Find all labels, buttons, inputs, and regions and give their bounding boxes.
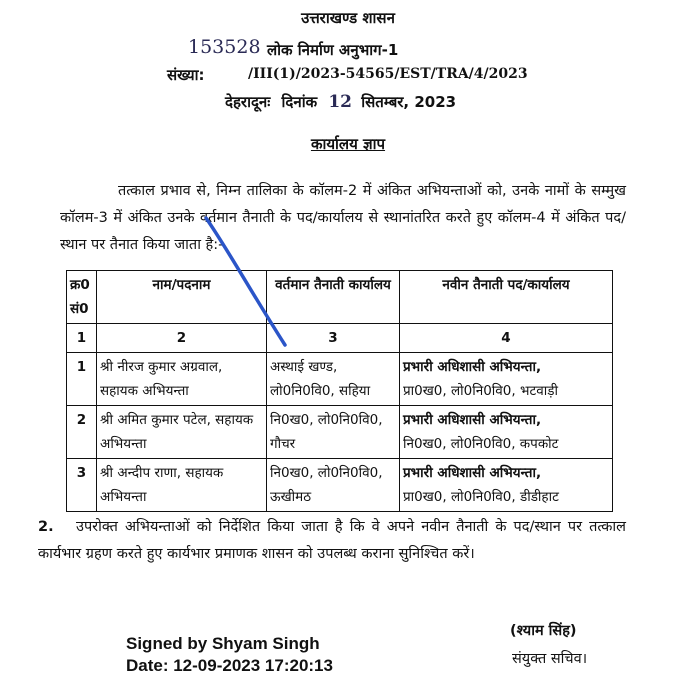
date-place: देहरादूनः [225, 93, 271, 111]
para2-text: उपरोक्त अभियन्ताओं को निर्देशित किया जाता है कि वे अपने नवीन तैनाती के पद/स्थान पर तत्काल कार्यभार ग्रहण करते हुए कार्यभार प्रमाणक शासन को उपलब्ध कराना सुनिश्चित करें। [38, 519, 626, 562]
col-number: 3 [267, 324, 400, 353]
number-label: संख्या: [167, 66, 205, 84]
signatory-name: (श्याम सिंह) [510, 623, 577, 639]
row-new-location: प्रा0ख0, लो0नि0वि0, भटवाड़ी [403, 383, 558, 399]
row-sn: 2 [67, 406, 97, 459]
col-header-new: नवीन तैनाती पद/कार्यालय [400, 271, 613, 324]
row-name: श्री अन्दीप राणा, सहायक अभियन्ता [97, 459, 267, 512]
row-new-post: प्रभारी अधिशासी अभियन्ता, [403, 412, 542, 428]
digital-signature-date: Date: 12-09-2023 17:20:13 [126, 656, 333, 675]
digital-signature-name: Signed by Shyam Singh [126, 634, 320, 653]
date-rest: सितम्बर, 2023 [361, 93, 457, 111]
col-header-sn: क्र0 सं0 [67, 271, 97, 324]
row-current-office: अस्थाई खण्ड, लो0नि0वि0, सहिया [267, 353, 400, 406]
govt-name: उत्तराखण्ड शासन [301, 9, 395, 27]
row-current-office: नि0ख0, लो0नि0वि0, गौचर [267, 406, 400, 459]
date-day: 12 [328, 92, 353, 112]
col-number: 4 [400, 324, 613, 353]
col-header-name: नाम/पदनाम [97, 271, 267, 324]
para2-number: 2. [38, 519, 54, 535]
signatory-designation: संयुक्त सचिव। [512, 651, 588, 667]
col-number: 2 [97, 324, 267, 353]
row-sn: 3 [67, 459, 97, 512]
row-current-office: नि0ख0, लो0नि0वि0, ऊखीमठ [267, 459, 400, 512]
row-new-location: प्रा0ख0, लो0नि0वि0, डीडीहाट [403, 489, 559, 505]
pen-stroke [206, 218, 285, 345]
row-new-location: नि0ख0, लो0नि0वि0, कपकोट [403, 436, 559, 452]
row-new-post: प्रभारी अधिशासी अभियन्ता, [403, 465, 542, 481]
reference-number: /III(1)/2023-54565/EST/TRA/4/2023 [248, 66, 528, 82]
date-label: दिनांक [281, 93, 318, 111]
row-name: श्री नीरज कुमार अग्रवाल, सहायक अभियन्ता [97, 353, 267, 406]
row-new-post: प्रभारी अधिशासी अभियन्ता, [403, 359, 542, 375]
col-header-current: वर्तमान तैनाती कार्यालय [267, 271, 400, 324]
intro-paragraph: तत्काल प्रभाव से, निम्न तालिका के कॉलम-2 में अंकित अभियन्ताओं को, उनके नामों के सम्मुख कॉलम-3 में अंकित उनके वर्तमान तैनाती के पद/कार्यालय से स्थानांतरित करते हुए कॉलम-4 में अंकित पद/स्थान पर तैनात किया जाता है:- [60, 183, 626, 253]
row-name: श्री अमित कुमार पटेल, सहायक अभियन्ता [97, 406, 267, 459]
handwritten-number: 153528 [188, 36, 261, 58]
row-sn: 1 [67, 353, 97, 406]
section-name: लोक निर्माण अनुभाग-1 [267, 41, 399, 59]
document-title: कार्यालय ज्ञाप [310, 135, 386, 153]
col-number: 1 [67, 324, 97, 353]
